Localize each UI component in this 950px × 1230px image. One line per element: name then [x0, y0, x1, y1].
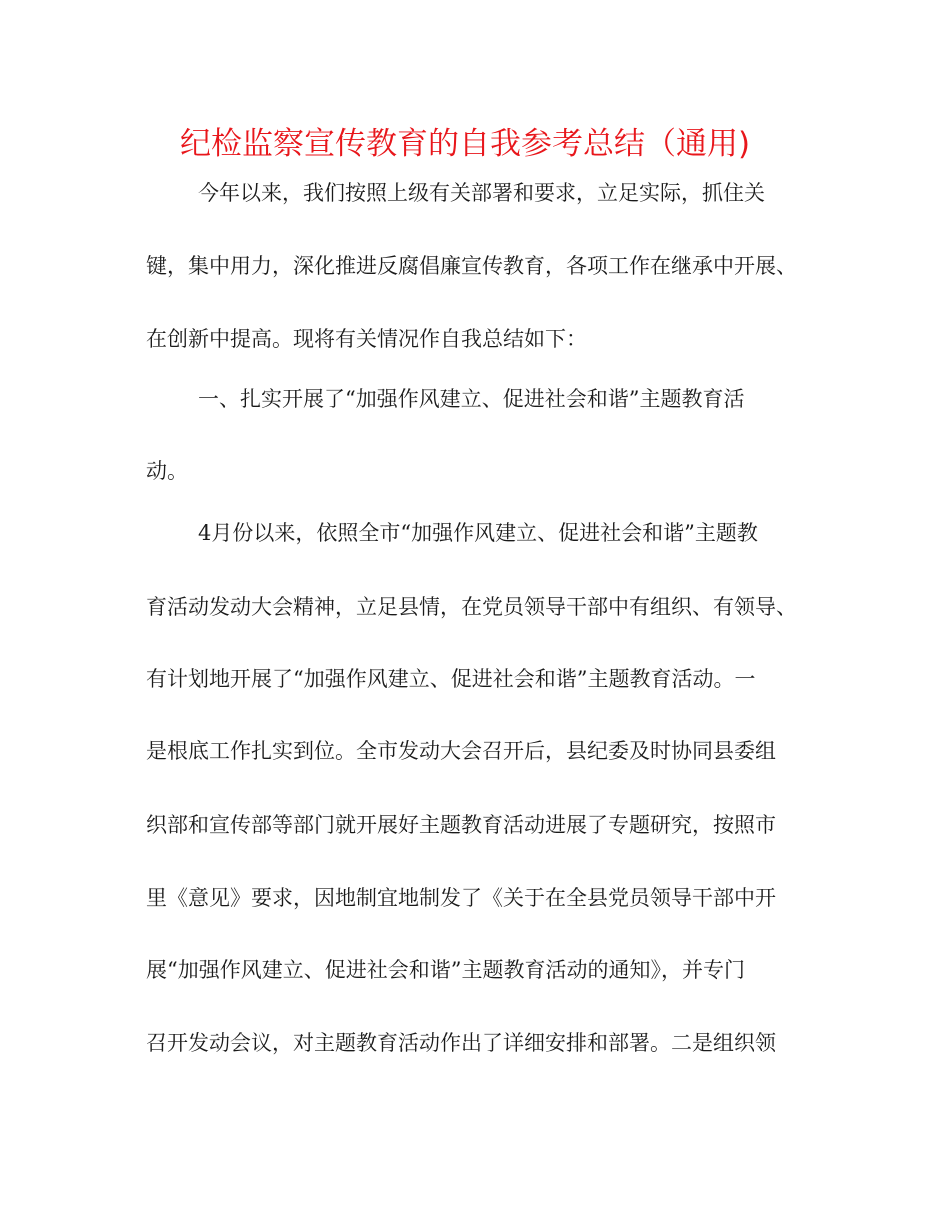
section-heading-line-2: 动。 [146, 459, 188, 483]
paragraph-body-line-7: 展“加强作风建立、促进社会和谐”主题教育活动的通知》，并专门 [146, 958, 745, 982]
section-heading-line-1: 一、扎实开展了“加强作风建立、促进社会和谐”主题教育活 [198, 387, 745, 411]
paragraph-intro-line-3: 在创新中提高。现将有关情况作自我总结如下： [146, 327, 587, 351]
paragraph-body-line-3: 有计划地开展了“加强作风建立、促进社会和谐”主题教育活动。一 [146, 667, 756, 691]
paragraph-body-line-2: 育活动发动大会精神，立足县情，在党员领导干部中有组织、有领导、 [146, 595, 797, 619]
paragraph-body-line-8: 召开发动会议，对主题教育活动作出了详细安排和部署。二是组织领 [146, 1031, 776, 1055]
paragraph-intro-line-2: 键，集中用力，深化推进反腐倡廉宣传教育，各项工作在继承中开展、 [146, 254, 797, 278]
paragraph-body-line-6: 里《意见》要求，因地制宜地制发了《关于在全县党员领导干部中开 [146, 886, 776, 910]
paragraph-body-line-4: 是根底工作扎实到位。全市发动大会召开后，县纪委及时协同县委组 [146, 739, 776, 763]
paragraph-intro-line-1: 今年以来，我们按照上级有关部署和要求，立足实际，抓住关 [198, 181, 765, 205]
paragraph-body-line-1: 4月份以来，依照全市“加强作风建立、促进社会和谐”主题教 [198, 521, 758, 545]
document-title: 纪检监察宣传教育的自我参考总结（通用) [179, 126, 751, 162]
paragraph-body-line-5: 织部和宣传部等部门就开展好主题教育活动进展了专题研究，按照市 [146, 813, 776, 837]
